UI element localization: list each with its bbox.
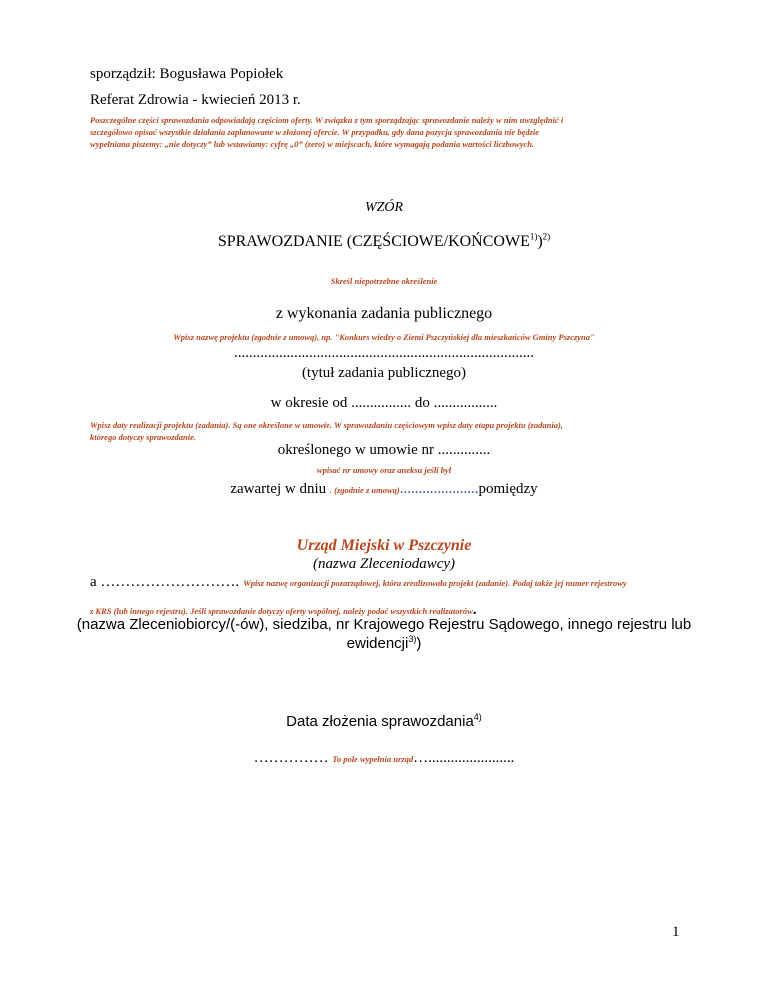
intro-line-3: wypełniana piszemy: „nie dotyczy” lub wstawiamy: cyfrę „0” (zero) w miejscach, które wymagają podania wartości liczbowych.: [90, 139, 535, 149]
org-hint-line-2: z KRS (lub innego rejestru). Jeśli sprawozdanie dotyczy oferty wspólnej, należy podać wszystkich realizatorów: [90, 606, 473, 616]
contract-hint: wpisać nr umowy oraz aneksu jeśli był: [316, 465, 452, 475]
concluded-date-dots: .....................: [399, 481, 479, 497]
organization-caption-line-2: [0, 634, 768, 653]
submission-date-text: Data złożenia sprawozdania: [286, 713, 474, 730]
organization-caption-text: ewidencji: [346, 635, 409, 652]
org-hint-line-1: Wpisz nazwę organizacji pozarządowej, która zrealizowała projekt (zadanie). Podaj także jej numer rejestrowy: [243, 578, 627, 588]
author-line: sporządził: Bogusława Popiołek: [90, 66, 284, 82]
grantor-caption: (nazwa Zleceniodawcy): [312, 556, 456, 572]
organization-line: [90, 573, 690, 591]
concluded-line: [0, 481, 768, 498]
footnote-ref-4: 4): [473, 712, 482, 722]
title-hint: Wpisz nazwę projektu (zgodnie z umową), np. "Konkurs wiedzy o Ziemi Pszczyńskiej dla mieszkańców Gminy Pszczyna": [173, 332, 595, 342]
concluded-hint: . (zgodnie z umową): [329, 485, 400, 495]
page-number: 1: [672, 924, 680, 940]
report-title-text: SPRAWOZDANIE (CZĘŚCIOWE/KOŃCOWE: [217, 233, 530, 250]
task-title-dots: ................................................................................: [234, 345, 534, 361]
template-label: WZÓR: [364, 200, 404, 215]
dates-hint-line-2: którego dotyczy sprawozdanie.: [90, 432, 197, 442]
dates-hint: [90, 419, 710, 443]
concluded-between: pomiędzy: [478, 481, 538, 497]
intro-line-2: szczegółowo opisać wszystkie działania zaplanowane w złożonej ofercie. W przypadku, gdy dana pozycja sprawozdania nie będzie: [90, 127, 540, 137]
footnote-ref-3: 3): [408, 634, 417, 644]
grantor-name: Urząd Miejski w Pszczynie: [296, 537, 472, 554]
report-title: [0, 233, 768, 251]
submission-date-field: [0, 750, 768, 767]
strike-hint: Skreśl niepotrzebne określenie: [330, 276, 438, 286]
org-hint-period: .: [472, 602, 477, 618]
organization-caption-close: ): [416, 635, 422, 652]
task-title-caption: (tytuł zadania publicznego): [301, 365, 467, 381]
department-line: Referat Zdrowia - kwiecień 2013 r.: [90, 92, 301, 108]
footnote-ref-2: 2): [542, 231, 551, 242]
submission-dots-end: ….......................: [413, 750, 515, 766]
report-subtitle: z wykonania zadania publicznego: [275, 305, 493, 322]
intro-line-1: Poszczególne części sprawozdania odpowiadają częściom oferty. W związku z tym sporządzając sprawozdanie należy w nim uwzględnić i: [90, 115, 564, 125]
footnote-ref-1: 1): [529, 231, 538, 242]
contract-line: określonego w umowie nr ..............: [277, 442, 491, 458]
intro-instructions: [90, 114, 690, 150]
office-hint: To pole wypełnia urząd: [332, 754, 414, 764]
concluded-label: zawartej w dniu: [230, 481, 327, 497]
dates-hint-line-1: Wpisz daty realizacji projektu (zadania). Są one określone w umowie. W sprawozdaniu częściowym wpisz daty etapu projektu (zadania),: [90, 420, 563, 430]
organization-caption: [0, 615, 768, 653]
submission-date-label: [0, 713, 768, 730]
organization-caption-line-1: (nazwa Zleceniobiorcy/(-ów), siedziba, nr Krajowego Rejestru Sądowego, innego rejestru lub: [76, 616, 692, 633]
report-title-close: ): [537, 233, 543, 250]
organization-dots: a ……………………….: [90, 574, 240, 590]
submission-dots-start: ……………: [253, 750, 329, 766]
period-line: w okresie od ................ do .................: [270, 395, 498, 411]
